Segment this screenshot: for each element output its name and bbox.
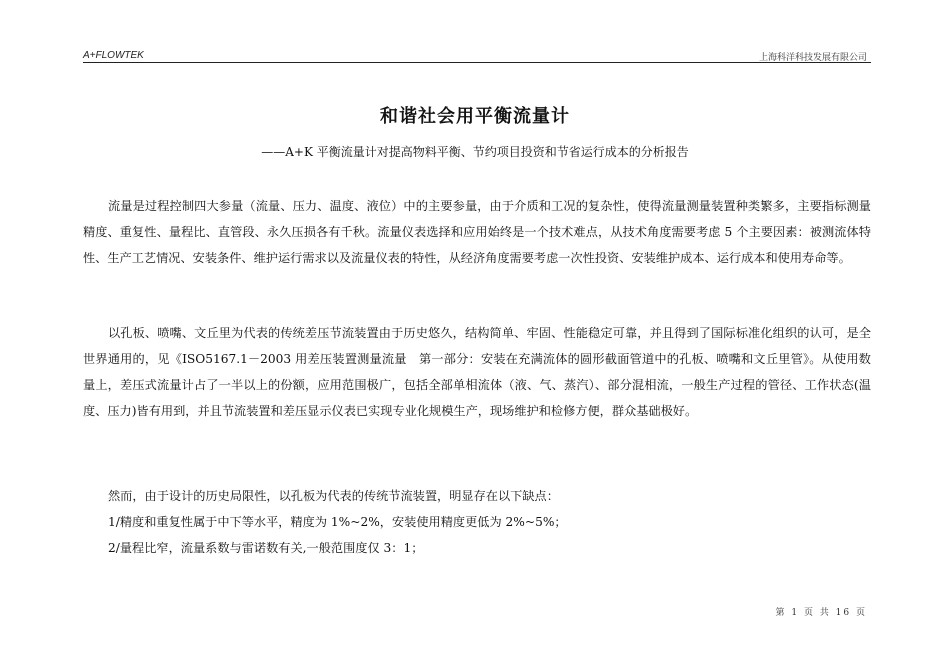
paragraph-differential-pressure-devices: 以孔板、喷嘴、文丘里为代表的传统差压节流装置由于历史悠久，结构简单、牢固、性能稳定可靠，并且得到了国际标准化组织的认可，是全世界通用的，见《ISO5167.1－2003 用差压装置测量流量 第一部分：安装在充满流体的圆形截面管道中的孔板、喷嘴和文丘里管》。从使用数量上，差压式流量计占了一半以上的份额，应用范围极广，包括全部单相流体（液、气、蒸汽）、部分混相流，一般生产过程的管径、工作状态(温度、压力)皆有用到，并且节流装置和差压显示仪表已实现专业化规模生产，现场维护和检修方便，群众基础极好。 [83,326,871,418]
header-company: 上海科洋科技发展有限公司 [758,53,867,63]
page-number: 第 1 页 共 16 页 [775,608,867,618]
header-divider [83,62,871,63]
document-subtitle: ——A+K 平衡流量计对提高物料平衡、节约项目投资和节省运行成本的分析报告 [261,145,689,159]
document-title: 和谐社会用平衡流量计 [380,106,570,127]
paragraph-flow-measurement-intro: 流量是过程控制四大参量（流量、压力、温度、液位）中的主要参量，由于介质和工况的复杂性，使得流量测量装置种类繁多，主要指标测量精度、重复性、量程比、直管段、永久压损各有千秋。流量仪表选择和应用始终是一个技术难点，从技术角度需要考虑 5 个主要因素：被测流体特性、生产工艺情况、安装条件、维护运行需求以及流量仪表的特性，从经济角度需要考虑一次性投资、安装维护成本、运行成本和使用寿命等。 [83,199,871,265]
shortcoming-item-range: 2/量程比窄，流量系数与雷诺数有关,一般范围度仅 3：1； [108,541,424,555]
paragraph-shortcomings-intro: 然而，由于设计的历史局限性，以孔板为代表的传统节流装置，明显存在以下缺点： [108,489,559,503]
header-brand: A+FLOWTEK [83,50,144,61]
shortcoming-item-accuracy: 1/精度和重复性属于中下等水平，精度为 1%~2%，安装使用精度更低为 2%~5%； [108,515,567,529]
